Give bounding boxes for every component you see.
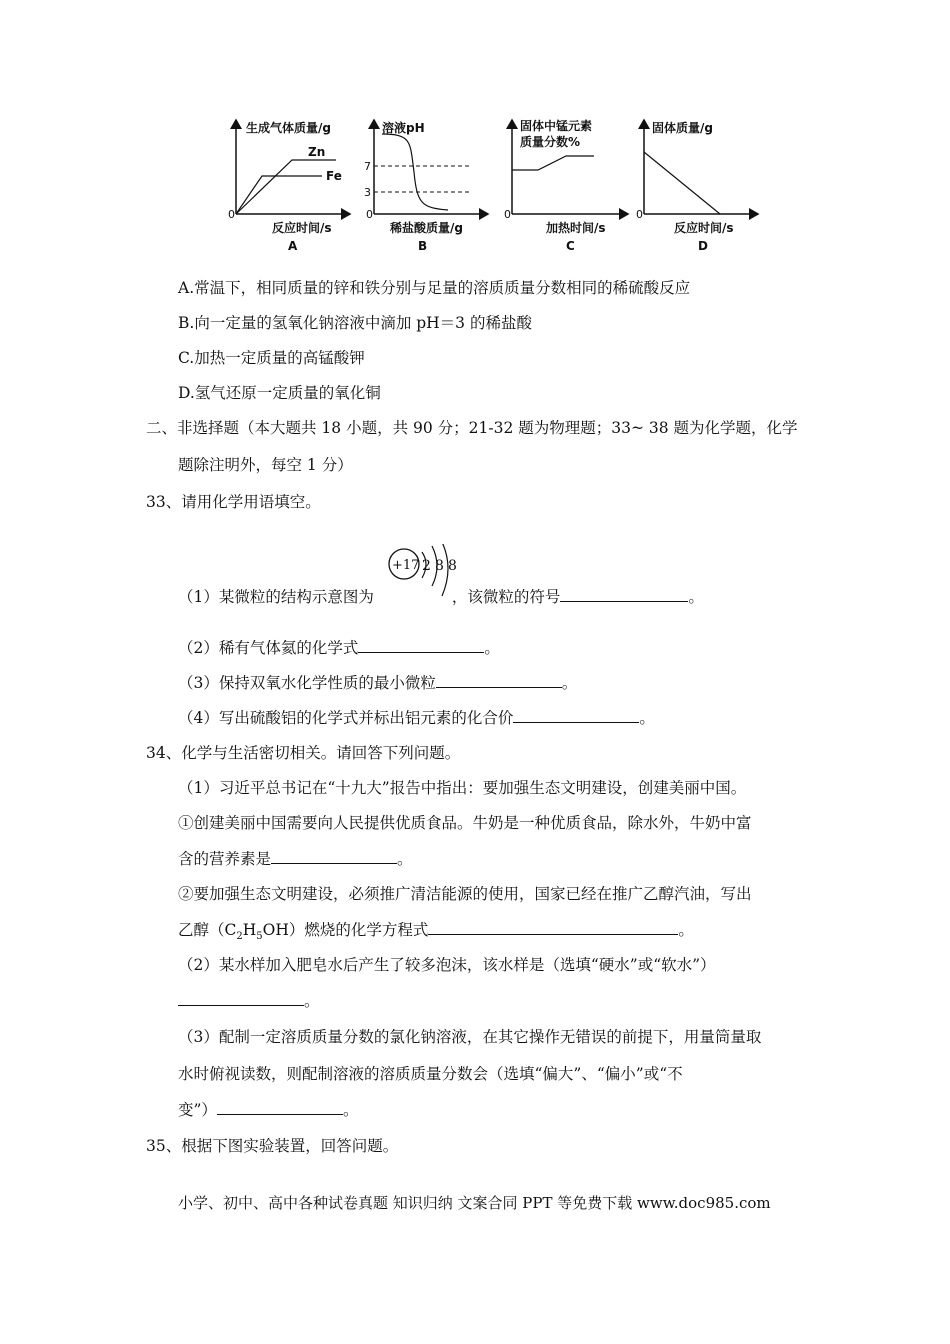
q34-p3-line3: 变”） 。 [178, 1101, 359, 1119]
option-d: D.氢气还原一定质量的氧化铜 [178, 384, 381, 402]
graph-c-ylabel-2: 质量分数% [520, 135, 581, 149]
answer-blank-34-1[interactable] [271, 849, 397, 864]
q33-p2: （2）稀有气体氦的化学式 。 [178, 639, 500, 657]
graph-c-origin: 0 [504, 208, 511, 221]
answer-blank-34-4[interactable] [217, 1100, 343, 1115]
answer-blank-33-2[interactable] [358, 638, 484, 653]
ph-curve [382, 134, 448, 210]
option-graphs [222, 112, 762, 260]
q33-p1: （1）某微粒的结构示意图为 ，该微粒的符号 。 [178, 588, 704, 606]
q34-p1a-line2: 含的营养素是 。 [178, 850, 413, 868]
graph-c-ylabel-1: 固体中锰元素 [520, 119, 593, 133]
q34-p1b-line1: ②要加强生态文明建设，必须推广清洁能源的使用，国家已经在推广乙醇汽油，写出 [178, 885, 752, 903]
answer-blank-33-4[interactable] [513, 708, 639, 723]
q33-title: 33、请用化学用语填空。 [146, 493, 321, 511]
graph-b-xlabel: 稀盐酸质量/g [390, 221, 463, 235]
graph-b-tick-3: 3 [364, 186, 371, 199]
graph-a-letter: A [288, 239, 298, 253]
graph-d-ylabel: 固体质量/g [652, 121, 713, 135]
q33-p4: （4）写出硫酸铝的化学式并标出铝元素的化合价 。 [178, 709, 655, 727]
q33-p3: （3）保持双氧水化学性质的最小微粒 。 [178, 674, 578, 692]
graph-d-letter: D [698, 239, 708, 253]
graph-b-letter: B [418, 239, 428, 253]
graph-c-letter: C [566, 239, 575, 253]
q34-p1a-line1: ①创建美丽中国需要向人民提供优质食品。牛奶是一种优质食品，除水外，牛奶中富 [178, 814, 752, 832]
answer-blank-33-3[interactable] [436, 673, 562, 688]
section2-line1: 二、非选择题（本大题共 18 小题，共 90 分；21-32 题为物理题；33~ 38 题为化学题，化学 [146, 419, 798, 437]
q34-title: 34、化学与生活密切相关。请回答下列问题。 [146, 744, 461, 762]
zn-label: Zn [308, 145, 326, 159]
solid-mass-line [644, 152, 720, 214]
graph-c [504, 118, 628, 253]
shell-1: 2 [422, 558, 431, 574]
graph-b-ylabel: 溶液pH [382, 121, 425, 135]
graph-b-tick-7: 7 [364, 160, 371, 173]
q34-p2: （2）某水样加入肥皂水后产生了较多泡沫，该水样是（选填“硬水”或“软水”） [178, 956, 716, 974]
fe-line [236, 176, 322, 214]
graph-a-origin: 0 [228, 208, 235, 221]
footer-note: 小学、初中、高中各种试卷真题 知识归纳 文案合同 PPT 等免费下载 www.doc985.com [178, 1194, 771, 1212]
graph-a-xlabel: 反应时间/s [272, 221, 332, 235]
graph-d-origin: 0 [636, 208, 643, 221]
option-b: B.向一定量的氢氧化钠溶液中滴加 pH＝3 的稀盐酸 [178, 314, 532, 332]
q35-title: 35、根据下图实验装置，回答问题。 [146, 1137, 399, 1155]
answer-blank-33-1[interactable] [560, 587, 688, 602]
option-a: A.常温下，相同质量的锌和铁分别与足量的溶质质量分数相同的稀硫酸反应 [178, 279, 691, 297]
graph-d-xlabel: 反应时间/s [674, 221, 734, 235]
graph-c-xlabel: 加热时间/s [546, 221, 606, 235]
q34-p3-line1: （3）配制一定溶质质量分数的氯化钠溶液，在其它操作无错误的前提下，用量筒量取 [178, 1028, 762, 1046]
option-c: C.加热一定质量的高锰酸钾 [178, 349, 365, 367]
nucleus-charge: +17 [392, 558, 420, 573]
graph-d [636, 120, 758, 253]
graph-a [228, 120, 350, 253]
answer-blank-34-3[interactable] [178, 991, 304, 1006]
answer-blank-34-2[interactable] [428, 920, 678, 935]
graph-b [364, 120, 488, 253]
shell-3: 8 [448, 558, 457, 574]
zn-line [236, 160, 336, 214]
graph-a-ylabel: 生成气体质量/g [246, 121, 331, 135]
q34-p2-answer: 。 [178, 991, 320, 1011]
q34-p3-line2: 水时俯视读数，则配制溶液的溶质质量分数会（选填“偏大”、“偏小”或“不 [178, 1065, 683, 1083]
section2-line2: 题除注明外，每空 1 分） [178, 456, 353, 474]
q34-p1: （1）习近平总书记在“十九大”报告中指出：要加强生态文明建设，创建美丽中国。 [178, 779, 747, 797]
fe-label: Fe [326, 169, 342, 183]
shell-2: 8 [435, 558, 444, 574]
q34-p1b-line2: 乙醇$(C_2H_5OH)$燃烧的化学方程式 。 [178, 921, 694, 943]
mn-fraction-line [512, 156, 594, 170]
graph-b-origin: 0 [366, 208, 373, 221]
